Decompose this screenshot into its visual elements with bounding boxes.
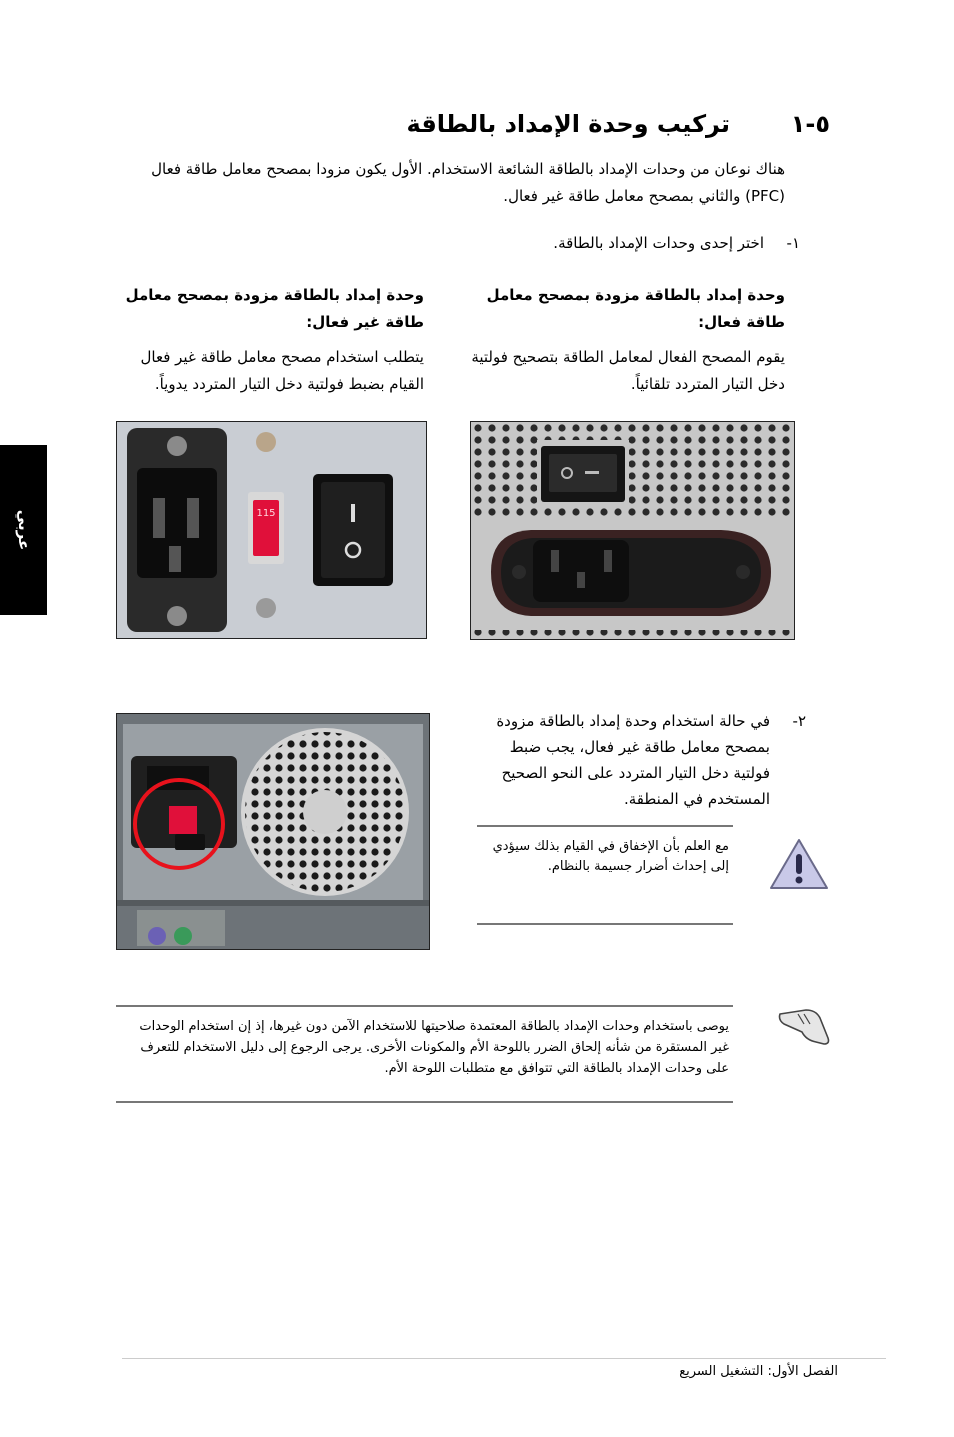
hand-note-icon bbox=[776, 1002, 832, 1048]
section-title: تركيب وحدة الإمداد بالطاقة bbox=[406, 110, 730, 138]
psu-active-pfc-image bbox=[471, 422, 794, 639]
step-1-text: اختر إحدى وحدات الإمداد بالطاقة. bbox=[553, 234, 764, 252]
step-2-text: في حالة استخدام وحدة إمداد بالطاقة مزودة بمصحح معامل طاقة غير فعال، يجب ضبط فولتية دخل التيار المتردد على النحو الصحيح المستخدم في المنطقة. bbox=[496, 712, 770, 808]
step-1-number: ١- bbox=[786, 234, 800, 252]
step-2-number: ٢- bbox=[792, 712, 806, 730]
footer-divider bbox=[122, 1358, 886, 1359]
section-number: ٥-١ bbox=[790, 110, 830, 138]
step-1 bbox=[440, 230, 800, 256]
psu-back-photo bbox=[116, 713, 430, 950]
warning-box bbox=[477, 825, 733, 925]
psu-passive-pfc-image bbox=[117, 422, 426, 638]
active-pfc-heading: وحدة إمداد بالطاقة مزودة بمصحح معامل طاقة فعال: bbox=[486, 286, 785, 331]
voltage-switch-label: 115 bbox=[256, 508, 276, 519]
footer-chapter: الفصل الأول: التشغيل السريع bbox=[679, 1364, 838, 1379]
active-pfc-body: يقوم المصحح الفعال لمعامل الطاقة بتصحيح فولتية دخل التيار المتردد تلقائياً. bbox=[471, 348, 785, 393]
warning-text: مع العلم بأن الإخفاق في القيام بذلك سيؤدي إلى إحداث أضرار جسيمة بالنظام. bbox=[492, 839, 729, 874]
step-2 bbox=[470, 708, 806, 812]
passive-pfc-body: يتطلب استخدام مصحح معامل طاقة غير فعال القيام بضبط فولتية دخل التيار المتردد يدوياً. bbox=[140, 348, 424, 393]
psu-active-pfc-photo bbox=[470, 421, 795, 640]
passive-pfc-heading: وحدة إمداد بالطاقة مزودة بمصحح معامل طاقة غير فعال: bbox=[125, 286, 424, 331]
section-heading bbox=[406, 110, 840, 144]
language-tab-label: عربي bbox=[14, 509, 33, 551]
intro-paragraph: هناك نوعان من وحدات الإمداد بالطاقة الشائعة الاستخدام. الأول يكون مزودا بمصحح معامل طاقة فعال (PFC) والثاني بمصحح معامل طاقة غير فعال. bbox=[151, 160, 785, 205]
warning-triangle-icon bbox=[768, 836, 830, 892]
language-side-tab bbox=[0, 445, 47, 615]
psu-passive-pfc-photo bbox=[116, 421, 427, 639]
note-box bbox=[116, 1005, 733, 1103]
psu-back-image bbox=[117, 714, 429, 949]
note-text: يوصى باستخدام وحدات الإمداد بالطاقة المعتمدة صلاحيتها للاستخدام الآمن دون غيرها، إذ إن استخدام الوحدات غير المستقرة من شأنه إلحاق الضرر باللوحة الأم والمكونات الأخرى. يرجى الرجوع إلى دليل الاستخدام للتعرف على وحدات الإمداد بالطاقة التي تتوافق مع متطلبات اللوحة الأم. bbox=[139, 1019, 729, 1076]
